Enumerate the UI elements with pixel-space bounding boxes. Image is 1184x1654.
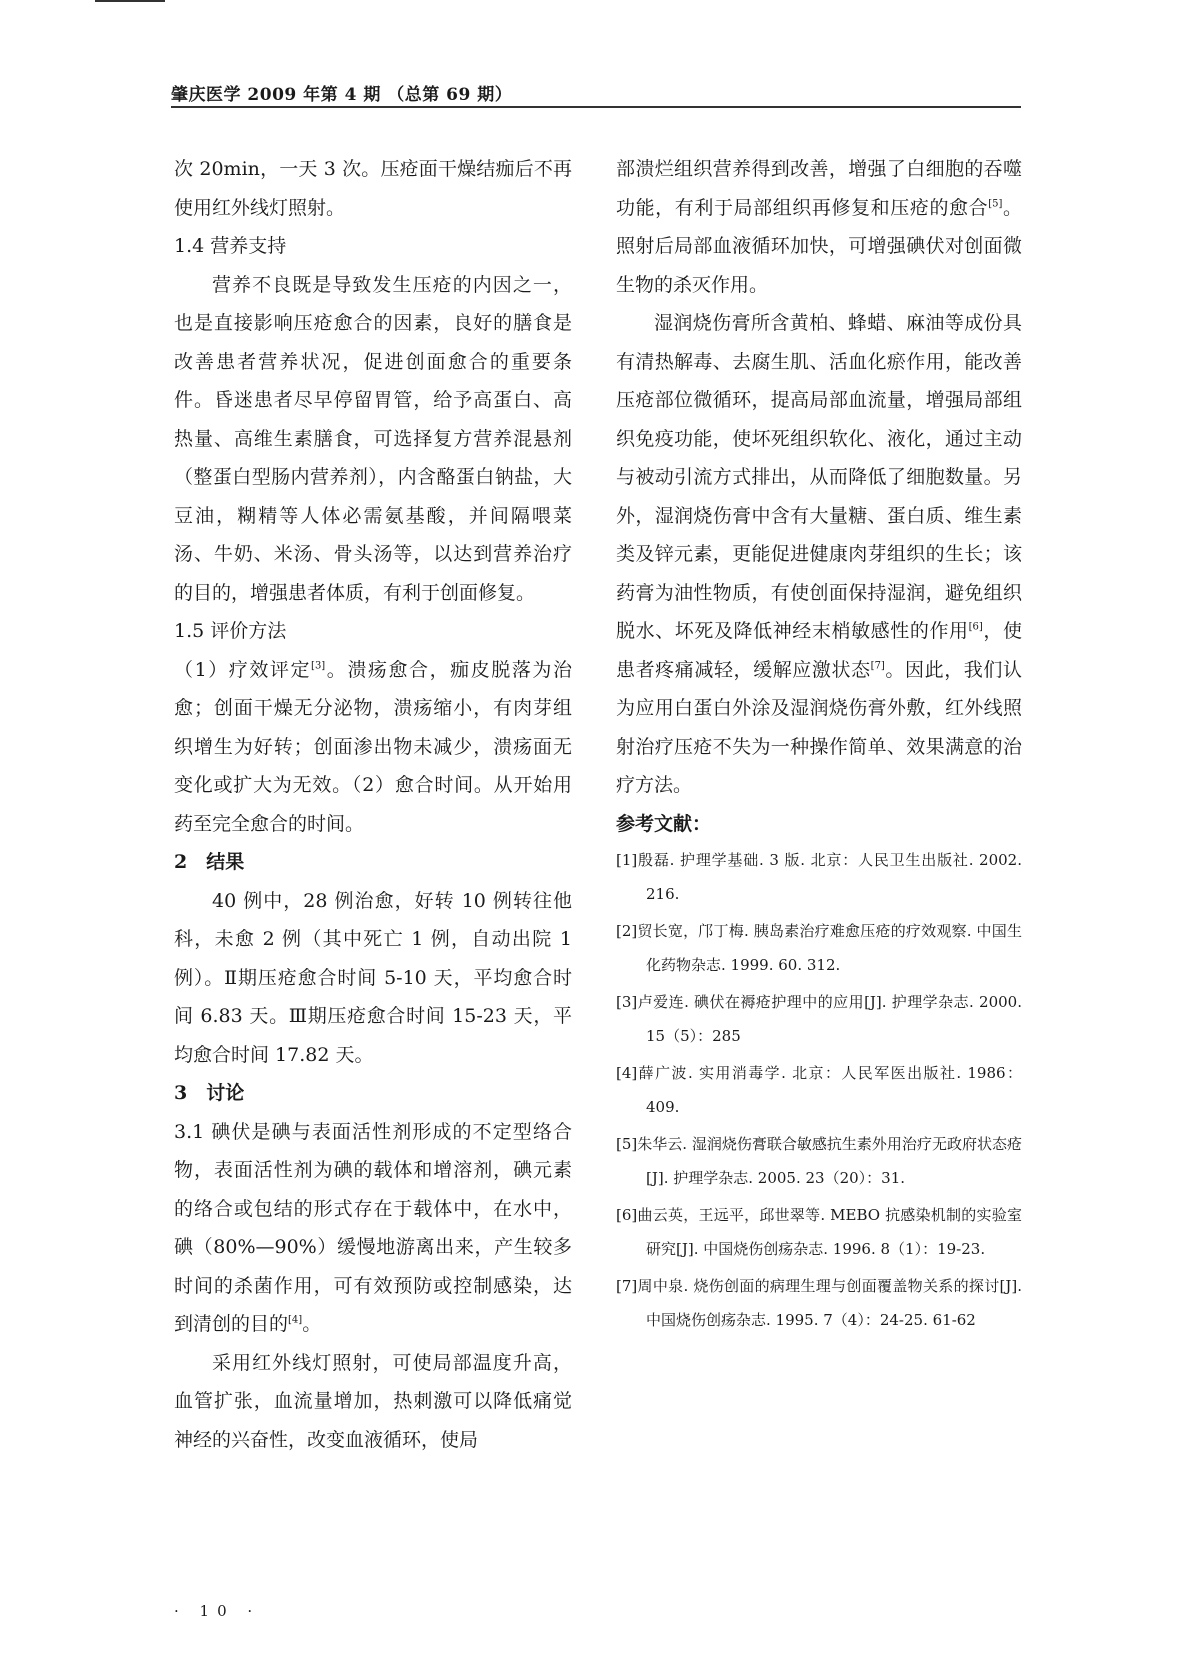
reference-item: [7]周中泉. 烧伤创面的病理生理与创面覆盖物关系的探讨[J]. 中国烧伤创疡杂志. 1995. 7（4）：24-25. 61-62 — [616, 1276, 1022, 1329]
ointment-text-b: ，使患者疼痛减轻，缓解应激状态 — [616, 620, 1022, 681]
reference-item: [5]朱华云. 湿润烧伤膏联合敏感抗生素外用治疗无政府状态疮[J]. 护理学杂志. 2005. 23（20）：31. — [616, 1134, 1022, 1187]
citation-5: [5] — [988, 198, 1003, 210]
iodophor-text-b: 。 — [302, 1313, 322, 1335]
right-column — [616, 150, 1022, 1340]
infrared-cont-text-b: 。照射后局部血液循环加快，可增强碘伏对创面微生物的杀灭作用。 — [616, 196, 1022, 296]
citation-7: [7] — [870, 660, 885, 672]
reference-item: [3]卢爱连. 碘伏在褥疮护理中的应用[J]. 护理学杂志. 2000. 15（5）：285 — [616, 992, 1022, 1045]
reference-item: [2]贸长宽，邝丁梅. 胰岛素治疗难愈压疮的疗效观察. 中国生化药物杂志. 1999. 60. 312. — [616, 921, 1022, 974]
evaluation-text-b: 。溃疡愈合，痂皮脱落为治愈；创面干燥无分泌物，溃疡缩小，有肉芽组织增生为好转；创面渗出物未减少，溃疡面无变化或扩大为无效。（2）愈合时间。从开始用药至完全愈合的时间。 — [174, 658, 572, 835]
citation-4: [4] — [288, 1314, 303, 1326]
ointment-text-c: 。因此，我们认为应用白蛋白外涂及湿润烧伤膏外敷，红外线照射治疗压疮不失为一种操作简单、效果满意的治疗方法。 — [616, 658, 1022, 796]
reference-list — [616, 843, 1022, 1337]
paragraph-burn-ointment — [616, 304, 1022, 805]
paragraph-infrared-continued — [616, 150, 1022, 304]
section-heading-discussion: 3 讨论 — [174, 1082, 245, 1104]
reference-item: [1]殷磊. 护理学基础. 3 版. 北京：人民卫生出版社. 2002. 216. — [616, 850, 1022, 903]
citation-3: [3] — [311, 660, 326, 672]
ointment-text-a: 湿润烧伤膏所含黄柏、蜂蜡、麻油等成份具有清热解毒、去腐生肌、活血化瘀作用，能改善压疮部位微循环，提高局部血流量，增强局部组织免疫功能，使坏死组织软化、液化，通过主动与被动引流方式排出，从而降低了细胞数量。另外，湿润烧伤膏中含有大量糖、蛋白质、维生素类及锌元素，更能促进健康肉芽组织的生长；该药膏为油性物质，有使创面保持湿润，避免组织脱水、坏死及降低神经末梢敏感性的作用 — [616, 312, 1022, 642]
header-rule — [171, 106, 1021, 108]
paragraph-nutrition: 营养不良既是导致发生压疮的内因之一，也是直接影响压疮愈合的因素，良好的膳食是改善患者营养状况，促进创面愈合的重要条件。昏迷患者尽早停留胃管，给予高蛋白、高热量、高维生素膳食，可选择复方营养混悬剂（整蛋白型肠内营养剂），内含酪蛋白钠盐，大豆油，糊精等人体必需氨基酸，并间隔喂菜汤、牛奶、米汤、骨头汤等，以达到营养治疗的目的，增强患者体质，有利于创面修复。 — [174, 273, 572, 604]
citation-6: [6] — [968, 621, 983, 633]
journal-header — [171, 80, 1021, 110]
section-heading-1-4: 1.4 营养支持 — [174, 235, 287, 257]
references-heading: 参考文献： — [616, 812, 712, 835]
paragraph-infrared-schedule: 次 20min，一天 3 次。压疮面干燥结痂后不再使用红外线灯照射。 — [174, 158, 572, 219]
paragraph-iodophor — [174, 1113, 572, 1344]
page-number: · 10 · — [174, 1602, 261, 1620]
iodophor-text-a: 3.1 碘伏是碘与表面活性剂形成的不定型络合物，表面活性剂为碘的载体和增溶剂，碘元素的络合或包结的形式存在于载体中，在水中，碘（80%—90%）缓慢地游离出来，产生较多时间的杀菌作用，可有效预防或控制感染，达到清创的目的 — [174, 1120, 572, 1335]
section-heading-1-5: 1.5 评价方法 — [174, 620, 287, 642]
section-heading-results: 2 结果 — [174, 851, 245, 873]
left-column — [174, 150, 572, 1459]
journal-header-text: 肇庆医学 2009 年第 4 期 （总第 69 期） — [171, 85, 513, 105]
paragraph-results: 40 例中，28 例治愈，好转 10 例转往他科，未愈 2 例（其中死亡 1 例，自动出院 1 例）。Ⅱ期压疮愈合时间 5-10 天，平均愈合时间 6.83 天。Ⅲ期压疮愈合时间 15-23 天，平均愈合时间 17.82 天。 — [174, 889, 572, 1066]
paragraph-evaluation — [174, 651, 572, 844]
reference-item: [4]薛广波. 实用消毒学. 北京：人民军医出版社. 1986：409. — [616, 1063, 1022, 1116]
evaluation-text-a: （1）疗效评定 — [174, 658, 312, 681]
reference-item: [6]曲云英，王远平，邱世翠等. MEBO 抗感染机制的实验室研究[J]. 中国烧伤创疡杂志. 1996. 8（1）：19-23. — [616, 1205, 1022, 1258]
top-edge-rule — [95, 0, 165, 2]
paragraph-infrared: 采用红外线灯照射，可使局部温度升高，血管扩张，血流量增加，热刺激可以降低痛觉神经的兴奋性，改变血液循环，使局 — [174, 1351, 572, 1451]
infrared-cont-text-a: 部溃烂组织营养得到改善，增强了白细胞的吞噬功能，有利于局部组织再修复和压疮的愈合 — [616, 158, 1022, 219]
